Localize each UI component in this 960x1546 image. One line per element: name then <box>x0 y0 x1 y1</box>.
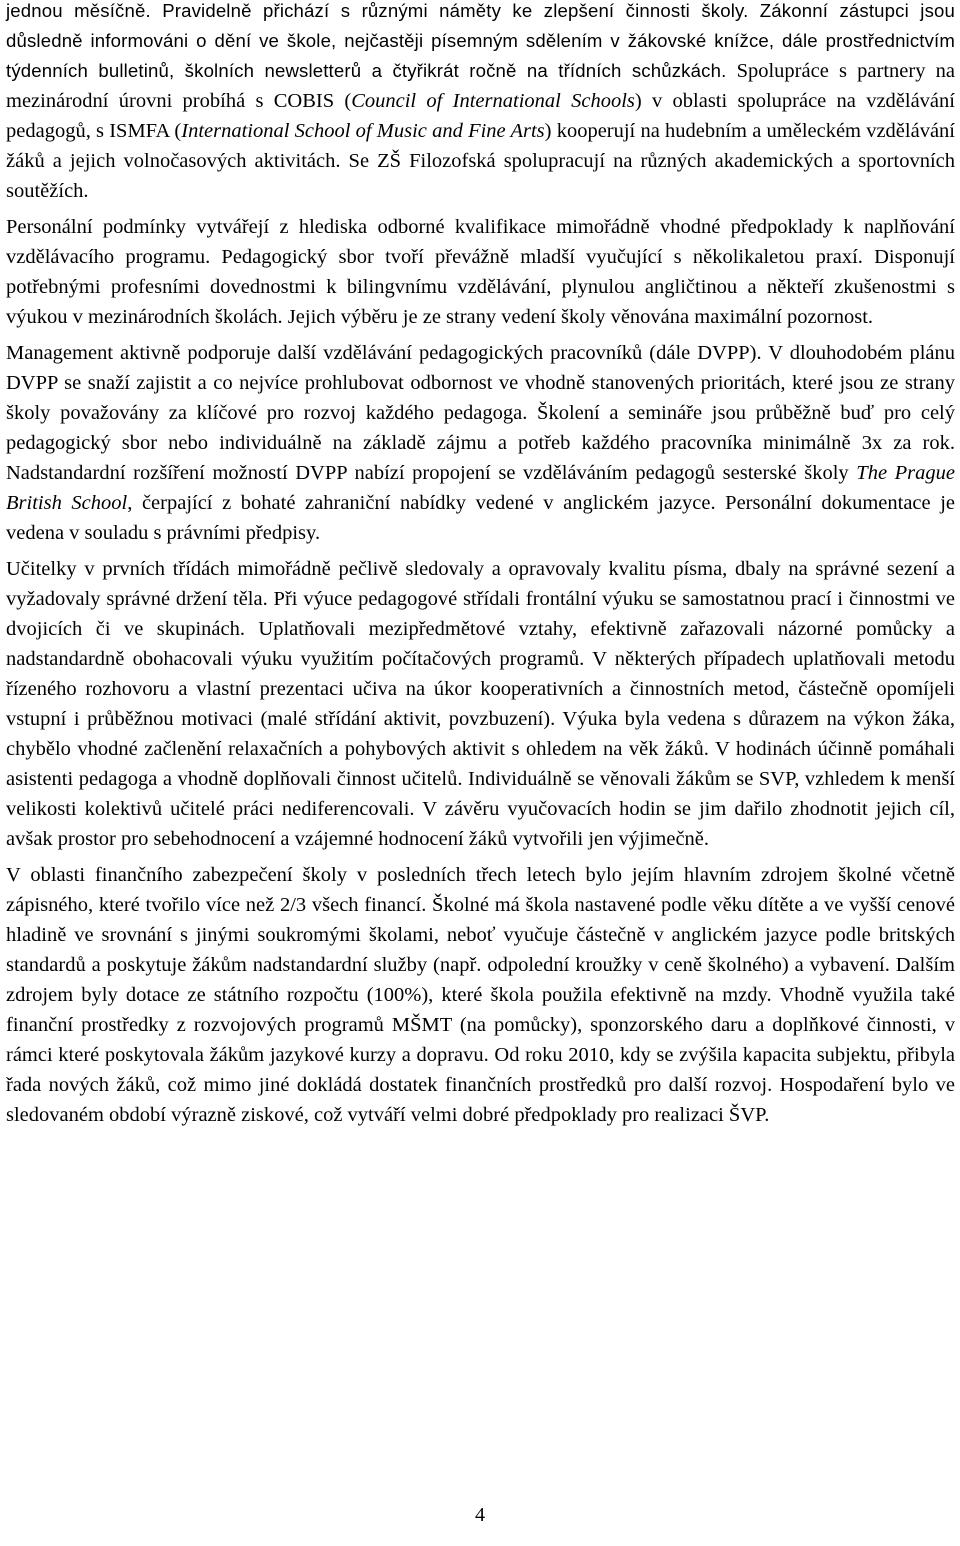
text-run: jednou měsíčně. Pravidelně přichází s různými náměty ke zlepšení činnosti školy. Zákonní zástupci jsou důsledně informováni o dění ve škole, nejčastěji písemným sdělením v žákovské knížce, dále prostřednictvím týdenních bulletinů, školních newsletterů a čtyřikrát ročně na třídních schůzkách. <box>6 0 955 81</box>
italic-run: Council of International Schools <box>351 90 635 112</box>
page-number: 4 <box>475 1504 485 1526</box>
paragraph-teaching <box>6 554 955 854</box>
text-run: Spolupráce s partnery na mezinárodní úrovni probíhá s COBIS ( <box>6 60 955 112</box>
paragraph-finances <box>6 860 955 1130</box>
paragraph-professional-development <box>6 338 955 548</box>
text-run: Management aktivně podporuje další vzdělávání pedagogických pracovníků (dále DVPP). V dlouhodobém plánu DVPP se snaží zajistit a co nejvíce prohlubovat odbornost ve vhodně stanovených prioritách, které jsou ze strany školy považovány za klíčové pro rozvoj každého pedagoga. Školení a semináře jsou průběžně buď pro celý pedagogický sbor nebo individuálně na základě zájmu a potřeb každého pracovníka minimálně 3x za rok. Nadstandardní rozšíření možností DVPP nabízí propojení se vzděláváním pedagogů sesterské školy <box>6 342 955 484</box>
text-run: , čerpající z bohaté zahraniční nabídky vedené v anglickém jazyce. Personální dokumentace je vedena v souladu s právními předpisy. <box>6 492 956 544</box>
text-run: Učitelky v prvních třídách mimořádně pečlivě sledovaly a opravovaly kvalitu písma, dbaly na správné sezení a vyžadovaly správné držení těla. Při výuce pedagogové střídali frontální výuku se samostatnou prací i činnostmi ve dvojicích či ve skupinách. Uplatňovali mezipředmětové vztahy, efektivně zařazovali názorné pomůcky a nadstandardně obohacovali výuku využitím počítačových programů. V některých případech uplatňovali metodu řízeného rozhovoru a vlastní prezentaci učiva na úkor kooperativních a činnostních metod, částečně opomíjeli vstupní i průběžnou motivaci (malé střídání aktivit, povzbuzení). Výuka byla vedena s důrazem na výkon žáka, chybělo vhodné začlenění relaxačních a pohybových aktivit s ohledem na věk žáků. V hodinách účinně pomáhali asistenti pedagoga a vhodně doplňovali činnost učitelů. Individuálně se věnovali žákům se SVP, vzhledem k menší velikosti kolektivů učitelé práci nediferencovali. V závěru vyučovacích hodin se jim dařilo zhodnotit jejich cíl, avšak prostor pro sebehodnocení a vzájemné hodnocení žáků vytvořili jen výjimečně. <box>6 558 955 850</box>
text-run: ) kooperují na hudebním a uměleckém vzdělávání žáků a jejich volnočasových aktivitách. Se ZŠ Filozofská spolupracují na různých akademických a sportovních soutěžích. <box>6 120 955 202</box>
italic-run: International School of Music and Fine Arts <box>181 120 545 142</box>
text-run: Personální podmínky vytvářejí z hlediska odborné kvalifikace mimořádně vhodné předpoklady k naplňování vzdělávacího programu. Pedagogický sbor tvoří převážně mladší vyučující s několikaletou praxí. Disponují potřebnými profesními dovednostmi k bilingvnímu vzdělávání, plynulou angličtinou a někteří zkušenostmi s výukou v mezinárodních školách. Jejich výběru je ze strany vedení školy věnována maximální pozornost. <box>6 216 955 328</box>
italic-run: The Prague British School <box>6 462 955 514</box>
paragraph-parents-and-partners <box>6 0 955 206</box>
paragraph-staffing <box>6 212 955 332</box>
text-run: ) v oblasti spolupráce na vzdělávání pedagogů, s ISMFA ( <box>6 90 955 142</box>
document-page <box>6 0 955 1136</box>
text-run: V oblasti finančního zabezpečení školy v posledních třech letech bylo jejím hlavním zdrojem školné včetně zápisného, které tvořilo více než 2/3 všech financí. Školné má škola nastavené podle věku dítěte a ve vyšší cenové hladině ve srovnání s jinými soukromými školami, neboť vyučuje částečně v anglickém jazyce podle britských standardů a poskytuje žákům nadstandardní služby (např. odpolední kroužky v ceně školného) a vybavení. Dalším zdrojem byly dotace ze státního rozpočtu (100%), které škola použila efektivně na mzdy. Vhodně využila také finanční prostředky z rozvojových programů MŠMT (na pomůcky), sponzorského daru a doplňkové činnosti, v rámci které poskytovala žákům jazykové kurzy a dopravu. Od roku 2010, kdy se zvýšila kapacita subjektu, přibyla řada nových žáků, což mimo jiné dokládá dostatek finančních prostředků pro další rozvoj. Hospodaření bylo ve sledovaném období výrazně ziskové, což vytváří velmi dobré předpoklady pro realizaci ŠVP. <box>6 864 955 1126</box>
